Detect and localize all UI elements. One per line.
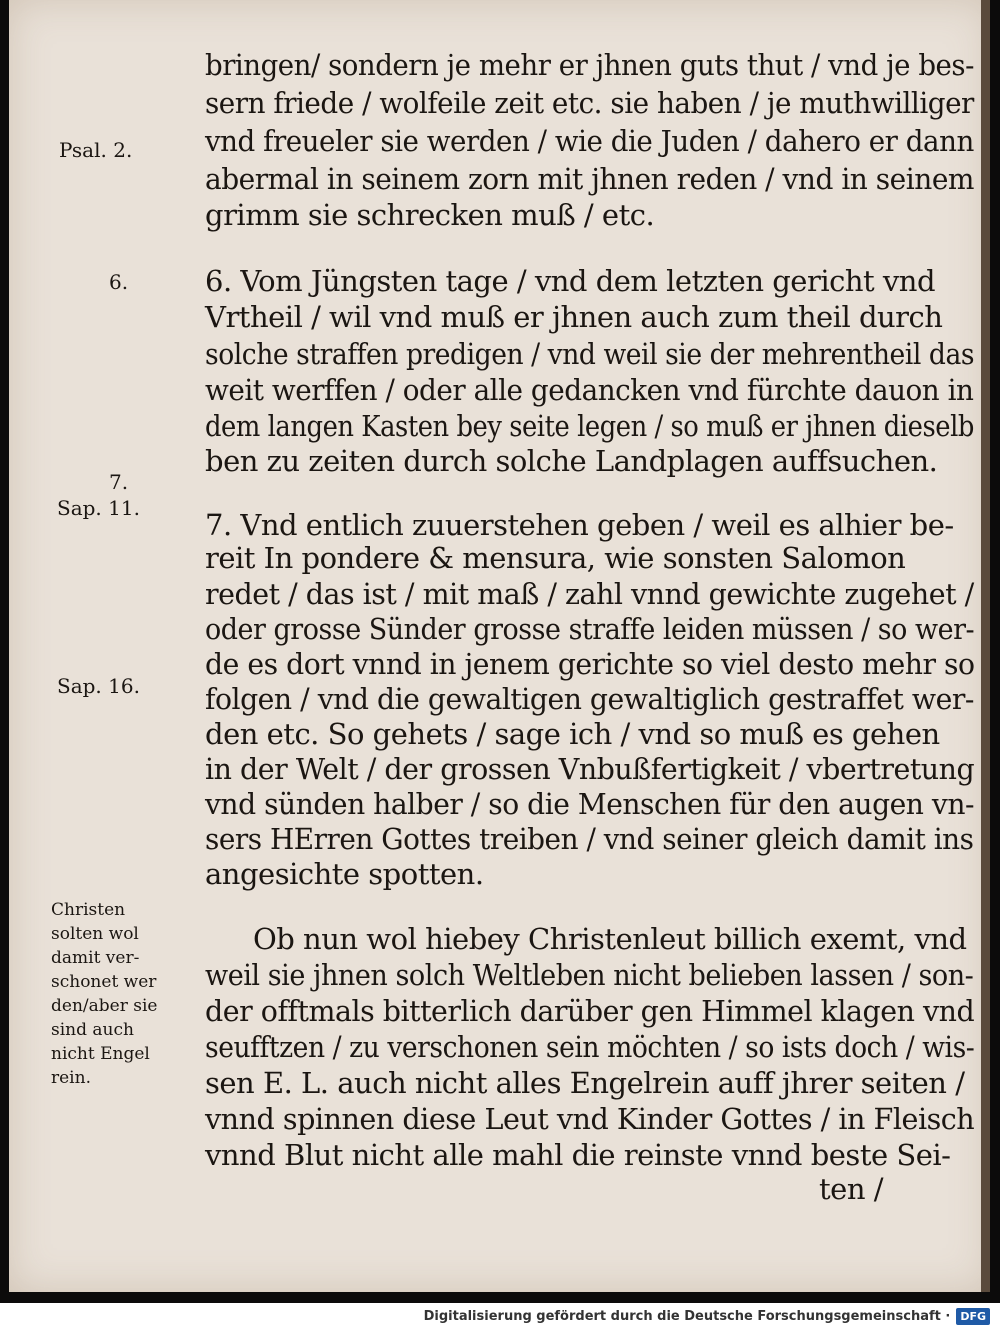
text-line-27: sen E. L. auch nicht alles Engelrein auff jhrer seiten / bbox=[205, 1066, 965, 1100]
margin-note-line-5: den/aber sie bbox=[51, 996, 158, 1016]
margin-note-line-2: solten wol bbox=[51, 924, 139, 944]
footer-credit: Digitalisierung gefördert durch die Deutsche Forschungsgemeinschaft · bbox=[423, 1309, 951, 1324]
text-line-11: ben zu zeiten durch solche Landplagen auffsuchen. bbox=[205, 444, 938, 478]
margin-note-line-7: nicht Engel bbox=[51, 1044, 150, 1064]
text-line-4: abermal in seinem zorn mit jhnen reden / vnd in seinem bbox=[205, 162, 974, 196]
text-line-1: bringen/ sondern je mehr er jhnen guts thut / vnd je bes- bbox=[205, 48, 974, 82]
text-line-29: vnnd Blut nicht alle mahl die reinste vnnd beste Sei- bbox=[205, 1138, 951, 1172]
text-line-28: vnnd spinnen diese Leut vnd Kinder Gottes / in Fleisch bbox=[205, 1102, 975, 1136]
margin-note-line-4: schonet wer bbox=[51, 972, 157, 992]
text-line-3: vnd freueler sie werden / wie die Juden / dahero er dann bbox=[205, 124, 974, 158]
text-line-26: seufftzen / zu verschonen sein möchten / so ists doch / wis- bbox=[205, 1030, 975, 1064]
margin-note-sap-11: Sap. 11. bbox=[57, 496, 140, 520]
text-line-7: Vrtheil / wil vnd muß er jhnen auch zum theil durch bbox=[205, 300, 943, 334]
text-line-8: solche straffen predigen / vnd weil sie der mehrentheil das bbox=[205, 337, 975, 371]
text-line-6: 6. Vom Jüngsten tage / vnd dem letzten gericht vnd bbox=[205, 264, 936, 298]
text-line-17: folgen / vnd die gewaltigen gewaltiglich gestraffet wer- bbox=[205, 682, 974, 716]
margin-note-6: 6. bbox=[109, 270, 129, 294]
margin-note-line-6: sind auch bbox=[51, 1020, 134, 1040]
text-line-19: in der Welt / der grossen Vnbußfertigkeit / vbertretung bbox=[205, 752, 975, 786]
margin-note-line-3: damit ver- bbox=[51, 948, 140, 968]
dfg-logo-icon[interactable]: DFG bbox=[956, 1308, 990, 1325]
text-line-25: der offtmals bitterlich darüber gen Himmel klagen vnd bbox=[205, 994, 975, 1028]
text-line-20: vnd sünden halber / so die Menschen für den augen vn- bbox=[205, 787, 975, 821]
margin-note-sap-16: Sap. 16. bbox=[57, 674, 140, 698]
text-line-5: grimm sie schrecken muß / etc. bbox=[205, 198, 655, 232]
margin-note-line-8: rein. bbox=[51, 1068, 91, 1088]
margin-note-line-1: Christen bbox=[51, 900, 126, 920]
text-line-23: Ob nun wol hiebey Christenleut billich exemt, vnd bbox=[253, 922, 967, 956]
text-line-14: redet / das ist / mit maß / zahl vnnd gewichte zugehet / bbox=[205, 577, 974, 611]
margin-note-7: 7. bbox=[109, 470, 129, 494]
page-edge bbox=[981, 0, 990, 1292]
text-line-9: weit werffen / oder alle gedancken vnd fürchte dauon in bbox=[205, 373, 974, 407]
text-line-24: weil sie jhnen solch Weltleben nicht belieben lassen / son- bbox=[205, 958, 974, 992]
text-line-16: de es dort vnnd in jenem gerichte so viel desto mehr so bbox=[205, 647, 975, 681]
text-line-22: angesichte spotten. bbox=[205, 857, 484, 891]
text-line-12: 7. Vnd entlich zuuerstehen geben / weil es alhier be- bbox=[205, 508, 954, 542]
text-line-2: sern friede / wolfeile zeit etc. sie haben / je muthwilliger bbox=[205, 86, 974, 120]
book-page bbox=[9, 0, 990, 1292]
margin-note-psal-2: Psal. 2. bbox=[59, 138, 133, 162]
text-line-21: sers HErren Gottes treiben / vnd seiner gleich damit ins bbox=[205, 822, 974, 856]
text-line-10: dem langen Kasten bey seite legen / so muß er jhnen dieselb bbox=[205, 409, 974, 443]
text-line-18: den etc. So gehets / sage ich / vnd so muß es gehen bbox=[205, 717, 940, 751]
text-line-30: ten / bbox=[819, 1172, 883, 1206]
text-line-13: reit In pondere & mensura, wie sonsten Salomon bbox=[205, 541, 906, 575]
text-line-15: oder grosse Sünder grosse straffe leiden müssen / so wer- bbox=[205, 612, 975, 646]
footer bbox=[424, 1308, 990, 1325]
